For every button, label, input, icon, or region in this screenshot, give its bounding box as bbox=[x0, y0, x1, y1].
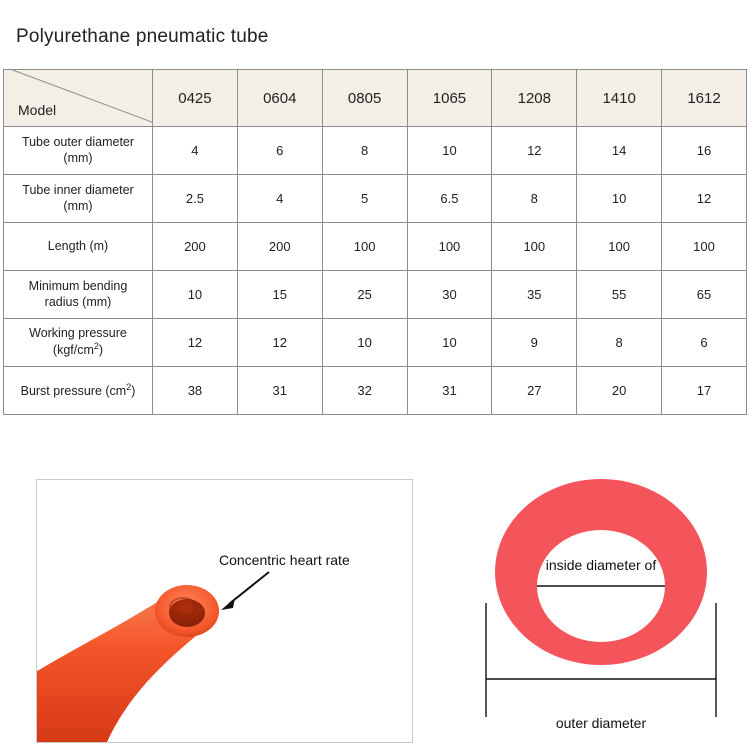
cell: 6 bbox=[662, 319, 747, 367]
row-header-line1: Working pressure bbox=[29, 325, 127, 340]
cell: 15 bbox=[237, 271, 322, 319]
row-header-line1: Tube inner diameter bbox=[22, 182, 134, 197]
table-row bbox=[4, 367, 747, 415]
cell: 25 bbox=[322, 271, 407, 319]
row-header-line2: radius (mm) bbox=[44, 294, 112, 309]
cell: 10 bbox=[577, 175, 662, 223]
corner-label: Model bbox=[18, 101, 57, 118]
cell: 10 bbox=[407, 127, 492, 175]
cell: 8 bbox=[577, 319, 662, 367]
figure-tube-photo bbox=[36, 479, 413, 743]
table-header-row bbox=[4, 70, 747, 127]
table-corner-cell bbox=[4, 70, 153, 127]
cell: 4 bbox=[237, 175, 322, 223]
cell: 38 bbox=[153, 367, 238, 415]
inside-diameter-label: inside diameter of bbox=[545, 557, 657, 573]
outer-diameter-label: outer diameter bbox=[555, 715, 647, 731]
cell: 32 bbox=[322, 367, 407, 415]
cell: 35 bbox=[492, 271, 577, 319]
figure-ring-diagram bbox=[455, 479, 747, 741]
cell: 8 bbox=[322, 127, 407, 175]
table-row bbox=[4, 319, 747, 367]
row-header bbox=[4, 271, 153, 319]
cell: 100 bbox=[662, 223, 747, 271]
arrow-icon bbox=[215, 568, 275, 616]
row-header-line1: Tube outer diameter bbox=[21, 134, 135, 149]
cell: 31 bbox=[407, 367, 492, 415]
column-header-1: 0604 bbox=[237, 70, 322, 127]
cell: 100 bbox=[407, 223, 492, 271]
cell: 12 bbox=[153, 319, 238, 367]
table-row bbox=[4, 127, 747, 175]
page-title: Polyurethane pneumatic tube bbox=[16, 26, 269, 47]
column-header-5: 1410 bbox=[577, 70, 662, 127]
table-row bbox=[4, 175, 747, 223]
cell: 12 bbox=[237, 319, 322, 367]
spec-table bbox=[3, 69, 747, 415]
cell: 17 bbox=[662, 367, 747, 415]
table-body bbox=[4, 127, 747, 415]
ring-diagram-icon bbox=[455, 479, 747, 741]
row-header bbox=[4, 175, 153, 223]
cell: 200 bbox=[153, 223, 238, 271]
column-header-3: 1065 bbox=[407, 70, 492, 127]
row-header-line2: $(kgf/cm^2)$ bbox=[52, 341, 104, 358]
row-header bbox=[4, 319, 153, 367]
cell: 12 bbox=[662, 175, 747, 223]
cell: 14 bbox=[577, 127, 662, 175]
row-header-line1: Minimum bending bbox=[28, 278, 128, 293]
column-header-0: 0425 bbox=[153, 70, 238, 127]
cell: 100 bbox=[577, 223, 662, 271]
cell: 20 bbox=[577, 367, 662, 415]
row-header bbox=[4, 367, 153, 415]
cell: 8 bbox=[492, 175, 577, 223]
column-header-2: 0805 bbox=[322, 70, 407, 127]
cell: 9 bbox=[492, 319, 577, 367]
cell: 10 bbox=[153, 271, 238, 319]
cell: 12 bbox=[492, 127, 577, 175]
cell: 10 bbox=[322, 319, 407, 367]
row-header-line2: (mm) bbox=[63, 198, 93, 213]
table-row bbox=[4, 271, 747, 319]
cell: 65 bbox=[662, 271, 747, 319]
row-header-line2: (mm) bbox=[63, 150, 93, 165]
row-header-line1: Length (m) bbox=[47, 238, 109, 253]
column-header-4: 1208 bbox=[492, 70, 577, 127]
cell: 4 bbox=[153, 127, 238, 175]
column-header-6: 1612 bbox=[662, 70, 747, 127]
figure-callout-label: Concentric heart rate bbox=[219, 552, 350, 568]
cell: 100 bbox=[322, 223, 407, 271]
cell: 10 bbox=[407, 319, 492, 367]
cell: 31 bbox=[237, 367, 322, 415]
row-header bbox=[4, 223, 153, 271]
cell: 200 bbox=[237, 223, 322, 271]
table-header bbox=[4, 70, 747, 127]
cell: 6.5 bbox=[407, 175, 492, 223]
cell: 30 bbox=[407, 271, 492, 319]
cell: 6 bbox=[237, 127, 322, 175]
table-row bbox=[4, 223, 747, 271]
cell: 27 bbox=[492, 367, 577, 415]
cell: 5 bbox=[322, 175, 407, 223]
cell: 16 bbox=[662, 127, 747, 175]
row-header bbox=[4, 127, 153, 175]
cell: 100 bbox=[492, 223, 577, 271]
row-header-line1: Burst pressure $(cm^2)$ bbox=[20, 381, 136, 398]
cell: 55 bbox=[577, 271, 662, 319]
cell: 2.5 bbox=[153, 175, 238, 223]
